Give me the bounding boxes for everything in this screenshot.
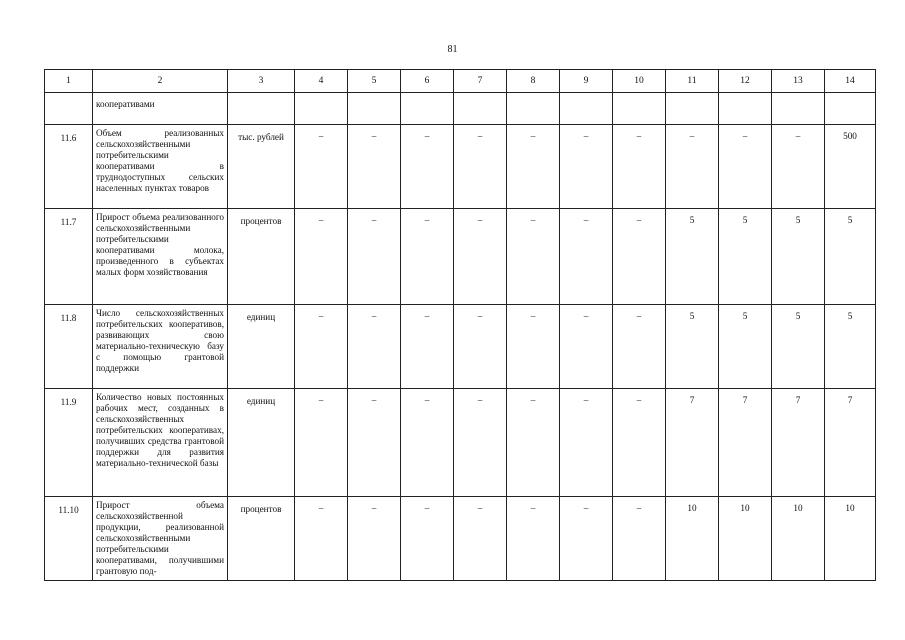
value-cell: 5 — [666, 209, 719, 305]
table-row — [45, 93, 876, 125]
column-header: 6 — [401, 70, 454, 93]
column-header: 12 — [719, 70, 772, 93]
column-header: 7 — [454, 70, 507, 93]
value-cell: – — [507, 389, 560, 497]
value-cell: 7 — [825, 389, 876, 497]
value-cell: – — [560, 497, 613, 581]
value-cell: – — [348, 497, 401, 581]
row-number: 11.6 — [45, 125, 93, 209]
column-header: 3 — [228, 70, 295, 93]
indicator-name: кооперативами — [93, 93, 228, 125]
value-cell: – — [507, 305, 560, 389]
value-cell: – — [295, 125, 348, 209]
unit: процентов — [228, 209, 295, 305]
unit: единиц — [228, 305, 295, 389]
unit — [228, 93, 295, 125]
value-cell — [454, 93, 507, 125]
row-number: 11.7 — [45, 209, 93, 305]
value-cell: 5 — [772, 305, 825, 389]
value-cell — [348, 93, 401, 125]
value-cell: – — [613, 125, 666, 209]
value-cell: – — [613, 389, 666, 497]
value-cell: – — [560, 305, 613, 389]
indicator-name: Объем реализованных сельскохозяйственными потребительскими кооперативами в труднодоступных сельских населенных пунктах товаров — [93, 125, 228, 209]
value-cell: – — [560, 389, 613, 497]
value-cell: – — [507, 497, 560, 581]
value-cell: – — [295, 305, 348, 389]
value-cell: – — [454, 305, 507, 389]
indicator-name: Количество новых постоянных рабочих мест, созданных в сельскохозяйственных потребительских кооперативах, получивших средства грантовой поддержки для развития материально-технической базы — [93, 389, 228, 497]
value-cell — [772, 93, 825, 125]
column-header: 8 — [507, 70, 560, 93]
value-cell: – — [772, 125, 825, 209]
value-cell: – — [507, 125, 560, 209]
value-cell: – — [454, 389, 507, 497]
value-cell: 5 — [825, 305, 876, 389]
table-row — [45, 305, 876, 389]
value-cell — [401, 93, 454, 125]
column-header: 13 — [772, 70, 825, 93]
value-cell: 5 — [772, 209, 825, 305]
value-cell: – — [454, 497, 507, 581]
value-cell: – — [719, 125, 772, 209]
value-cell: 7 — [772, 389, 825, 497]
value-cell: – — [348, 125, 401, 209]
value-cell: – — [613, 497, 666, 581]
value-cell: – — [560, 209, 613, 305]
value-cell: 7 — [719, 389, 772, 497]
value-cell — [825, 93, 876, 125]
indicator-name: Прирост объема сельскохозяйственной продукции, реализованной сельскохозяйственными потребительскими кооперативами, получившими грантовую под- — [93, 497, 228, 581]
value-cell: 10 — [719, 497, 772, 581]
value-cell — [666, 93, 719, 125]
value-cell: – — [348, 389, 401, 497]
column-header: 2 — [93, 70, 228, 93]
value-cell: 5 — [666, 305, 719, 389]
row-number: 11.10 — [45, 497, 93, 581]
indicator-name: Прирост объема реализованного сельскохозяйственными потребительскими кооперативами молока, произведенного в субъектах малых форм хозяйствования — [93, 209, 228, 305]
value-cell: – — [295, 497, 348, 581]
value-cell — [560, 93, 613, 125]
table-row — [45, 125, 876, 209]
unit: единиц — [228, 389, 295, 497]
value-cell: 500 — [825, 125, 876, 209]
table-row — [45, 209, 876, 305]
value-cell: – — [401, 125, 454, 209]
value-cell: – — [666, 125, 719, 209]
value-cell — [719, 93, 772, 125]
column-header: 5 — [348, 70, 401, 93]
column-header: 4 — [295, 70, 348, 93]
unit: процентов — [228, 497, 295, 581]
value-cell: – — [401, 209, 454, 305]
column-header: 9 — [560, 70, 613, 93]
value-cell — [295, 93, 348, 125]
column-header: 1 — [45, 70, 93, 93]
unit: тыс. рублей — [228, 125, 295, 209]
table-header-row — [45, 70, 876, 93]
value-cell: – — [613, 209, 666, 305]
column-header: 10 — [613, 70, 666, 93]
value-cell: – — [507, 209, 560, 305]
value-cell: 5 — [719, 305, 772, 389]
value-cell: – — [613, 305, 666, 389]
table-row — [45, 497, 876, 581]
value-cell: 10 — [772, 497, 825, 581]
page-number: 81 — [447, 44, 458, 55]
value-cell: – — [348, 209, 401, 305]
value-cell: – — [454, 125, 507, 209]
value-cell: – — [454, 209, 507, 305]
row-number — [45, 93, 93, 125]
row-number: 11.8 — [45, 305, 93, 389]
value-cell: – — [560, 125, 613, 209]
value-cell: – — [348, 305, 401, 389]
column-header: 14 — [825, 70, 876, 93]
indicators-table — [44, 69, 876, 581]
value-cell: 10 — [825, 497, 876, 581]
column-header: 11 — [666, 70, 719, 93]
value-cell: – — [401, 305, 454, 389]
value-cell: 7 — [666, 389, 719, 497]
row-number: 11.9 — [45, 389, 93, 497]
value-cell: – — [295, 209, 348, 305]
value-cell — [507, 93, 560, 125]
value-cell: – — [401, 389, 454, 497]
value-cell: 10 — [666, 497, 719, 581]
indicator-name: Число сельскохозяйственных потребительских кооперативов, развивающих свою материально-техническую базу с помощью грантовой поддержки — [93, 305, 228, 389]
value-cell: 5 — [719, 209, 772, 305]
value-cell: – — [401, 497, 454, 581]
value-cell: 5 — [825, 209, 876, 305]
value-cell — [613, 93, 666, 125]
value-cell: – — [295, 389, 348, 497]
table-row — [45, 389, 876, 497]
